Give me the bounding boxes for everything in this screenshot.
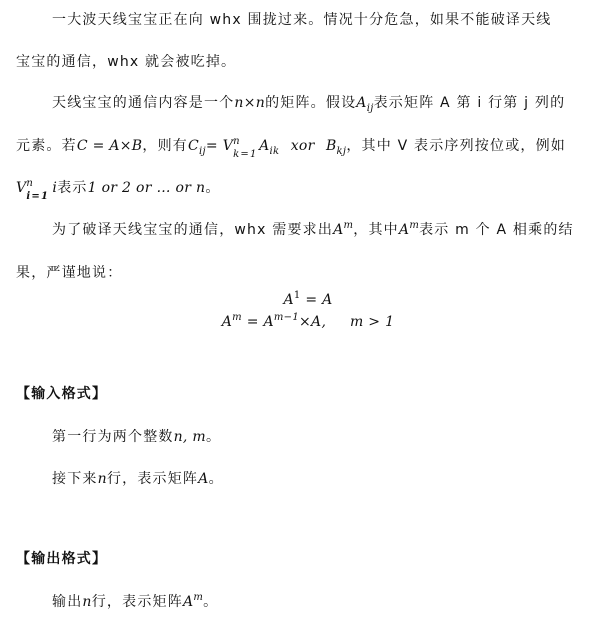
math-n: n bbox=[82, 594, 92, 610]
text: 元素。若 bbox=[16, 138, 77, 154]
intro-line-1 bbox=[52, 10, 552, 30]
math-sup-m: m bbox=[232, 312, 242, 323]
para2-line-3 bbox=[16, 178, 221, 202]
math-n: n bbox=[97, 471, 107, 487]
text: 。 bbox=[206, 429, 222, 445]
intro-text-2: 宝宝的通信，whx 就会被吃掉。 bbox=[16, 54, 237, 70]
text: 。 bbox=[203, 594, 219, 610]
input-format-heading bbox=[16, 384, 107, 404]
math-C: C bbox=[188, 138, 200, 154]
math-equals-V: = V bbox=[205, 138, 234, 154]
text: 为了破译天线宝宝的通信，whx 需要求出 bbox=[52, 222, 334, 238]
para2-line-1 bbox=[52, 93, 565, 115]
text: 输出 bbox=[52, 594, 83, 610]
text: 第一行为两个整数 bbox=[52, 429, 174, 445]
text: 接下来 bbox=[52, 471, 98, 487]
text: 。 bbox=[208, 471, 224, 487]
math-subsup bbox=[26, 178, 52, 202]
input-format-line-1 bbox=[52, 427, 221, 447]
formula-1 bbox=[0, 290, 616, 312]
math-A: A bbox=[333, 222, 344, 238]
intro-line-2 bbox=[16, 52, 236, 72]
math-sub-k1: k=1 bbox=[233, 149, 258, 160]
text: 。 bbox=[205, 180, 221, 196]
math-sub-i1: i=1 bbox=[26, 191, 50, 202]
text: 行，表示矩阵 bbox=[106, 471, 199, 487]
text: 的矩阵。假设 bbox=[265, 95, 357, 111]
math-sup-m: m bbox=[193, 592, 204, 603]
math-sub-kj: kj bbox=[336, 146, 347, 157]
math-A: A bbox=[398, 222, 410, 238]
output-format-line-1 bbox=[52, 592, 218, 614]
para3-line-1 bbox=[52, 220, 574, 242]
math-A: A bbox=[356, 95, 367, 111]
math-i: i bbox=[52, 180, 58, 196]
math-equals-A: = A bbox=[241, 314, 274, 330]
heading-text: 【输入格式】 bbox=[16, 386, 108, 402]
text: ，其中 bbox=[353, 222, 399, 238]
math-A: A bbox=[198, 471, 209, 487]
math-or-sequence: 1 or 2 or … or n bbox=[87, 180, 206, 196]
math-sub-ik: ik bbox=[269, 146, 280, 157]
math-sup-n: n bbox=[26, 178, 35, 189]
math-equals-A: = A bbox=[300, 292, 333, 308]
math-B: B bbox=[325, 138, 337, 154]
math-sub-ij: ij bbox=[366, 103, 374, 114]
math-times-A-condition: ×A, m > 1 bbox=[299, 314, 395, 330]
math-A: A bbox=[182, 594, 194, 610]
text: ，则有 bbox=[142, 138, 188, 154]
text: ，其中 V 表示序列按位或，例如 bbox=[346, 138, 566, 154]
text: 果，严谨地说： bbox=[16, 265, 123, 281]
math-n-by-n: n×n bbox=[234, 95, 266, 111]
math-sup-m-minus-1: m−1 bbox=[273, 312, 300, 323]
math-A: A bbox=[283, 292, 294, 308]
para3-line-2 bbox=[16, 263, 122, 283]
math-sup-m: m bbox=[343, 220, 354, 231]
math-subsup bbox=[233, 136, 259, 160]
text: 表示 m 个 A 相乘的结 bbox=[419, 222, 574, 238]
intro-text-1: 一大波天线宝宝正在向 whx 围拢过来。情况十分危急，如果不能破译天线 bbox=[52, 12, 552, 28]
text: 行，表示矩阵 bbox=[91, 594, 183, 610]
input-format-line-2 bbox=[52, 469, 224, 489]
formula-2 bbox=[0, 312, 616, 334]
math-sup-n: n bbox=[233, 136, 241, 147]
math-sub-ij: ij bbox=[199, 146, 206, 157]
math-A: A bbox=[259, 138, 270, 154]
math-xor: xor bbox=[290, 138, 315, 154]
text: 天线宝宝的通信内容是一个 bbox=[52, 95, 235, 111]
heading-text: 【输出格式】 bbox=[16, 551, 108, 567]
text: 表示 bbox=[57, 180, 88, 196]
text: 表示矩阵 A 第 i 行第 j 列的 bbox=[373, 95, 566, 111]
output-format-heading bbox=[16, 549, 107, 569]
para2-line-2 bbox=[16, 136, 566, 158]
math-sup-1: 1 bbox=[293, 290, 301, 301]
math-c-equals-axb: C = A×B bbox=[76, 138, 143, 154]
math-sup-m: m bbox=[409, 220, 420, 231]
math-n-m: n, m bbox=[173, 429, 207, 445]
math-A: A bbox=[221, 314, 233, 330]
math-V: V bbox=[16, 180, 27, 196]
